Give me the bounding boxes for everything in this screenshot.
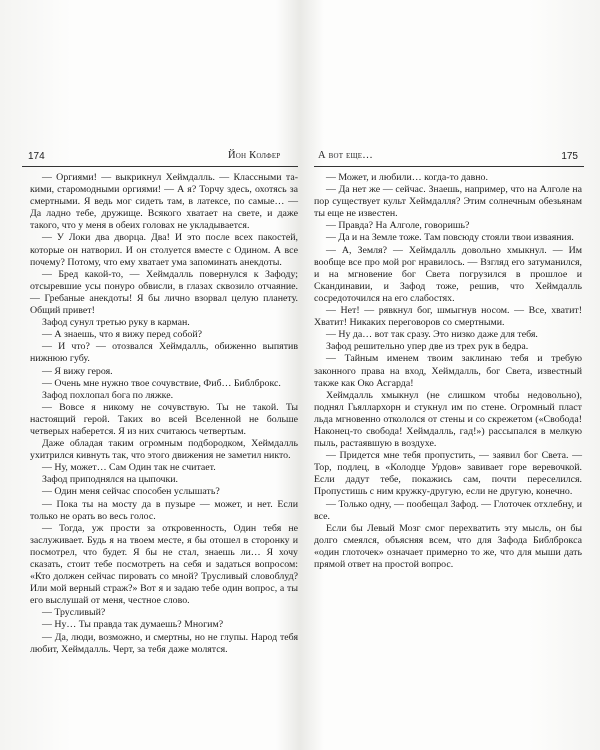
right-page-text [314,172,584,571]
paragraph: Зафод сунул третью руку в карман. [42,317,190,329]
paragraph: — У Локи два дворца. Два! И это после всех пакостей, которые он натворил. И он столуется вместе с Одином. А все почему? Потому, что ему хватает ума запоминать анекдоты. [30,232,298,268]
paragraph: — Ну… Ты правда так думаешь? Многим? [42,619,224,631]
left-page-number: 174 [28,151,45,162]
left-running-head: Йон Колфер [228,150,281,161]
paragraph: — Может, и любили… когда-то давно. [326,172,488,183]
paragraph: — А, Земля? — Хеймдалль довольно хмыкнул. — Им вообще все про мой рог нравилось. — Взгляд его затуманился, и на мгновение бог Света погрузился в прошлое и Скандинавии, и Зафод тоже, решив, что Хеймдалль сосредоточился на его слабостях. [314,244,582,304]
paragraph: — И что? — отозвался Хеймдалль, обиженно выпятив нижнюю губу. [30,341,298,365]
paragraph: — Ну да… вот так сразу. Это низко даже для тебя. [326,329,538,341]
paragraph: — Придется мне тебя пропустить, — заявил бог Света. — Тор, подлец, в «Колодце Урдов» завивает горе веревочкой. Если дадут тебе, покажись сам, почти переселился. Пропустишь с ним кружку-другую, если не другую, конечно. [314,450,582,498]
right-page [314,150,584,571]
paragraph: — Трусливый? [42,607,106,619]
left-page [22,150,298,656]
paragraph: — Пока ты на мосту да в пузыре — может, и нет. Если только не орать во весь голос. [30,498,298,522]
left-page-header [22,150,298,167]
paragraph: — Только одну, — пообещал Зафод. — Глоточек отхлебну, и все. [314,498,582,522]
paragraph: Зафод приподнялся на цыпочки. [42,474,179,486]
paragraph: — Оргиями! — выкрикнул Хеймдалль. — Классными такими, старомодными оргиями! — А я? Торчу здесь, охотясь за смертными. Я ведь мог сидеть там, в латексе, по самые… — Да ладно тебе, дружище. Всякого хватает на свете, и даже такого, что у меня в обеих головах не укладывается. [30,172,298,232]
right-running-head: А вот еще… [318,150,373,161]
paragraph: Зафод решительно упер две из трех рук в бедра. [326,341,529,353]
paragraph: — Я вижу героя. [42,365,113,377]
paragraph: Даже обладая таким огромным подбородком, Хеймдалль ухитрился кивнуть так, что этого движения не заметил никто. [30,438,298,462]
right-page-number: 175 [561,151,578,162]
paragraph: — Да и на Земле тоже. Там повсюду стояли твои изваяния. [326,232,574,244]
paragraph: — Один меня сейчас способен услышать? [42,486,220,498]
paragraph: Хеймдалль хмыкнул (не слишком чтобы недовольно), поднял Гьяллархорн и стукнул им по стене. Огромный пласт льда мгновенно откололся от стены и со скрежетом («Свобода! Наконец-то свобода! Хеймдалль, гад!») рассыпался в мелкую пыль, растаявшую в воздухе. [314,389,582,450]
paragraph: — Тогда, уж прости за откровенность, Один тебя не заслуживает. Будь я на твоем месте, я бы отошел в сторонку и посмотрел, что будет. Я бы не стал, знаешь ли… Я хочу сказать, стоит тебе посмотреть на себя и задаться вопросом: «Кто должен сейчас пировать со мной? Трусливый словоблуд? Или мой верный страж?» Вот я и задаю тебе один вопрос, а ты его выслушай от меня, честное слово. [30,522,298,607]
paragraph: — Вовсе я никому не сочувствую. Ты не такой. Ты настоящий герой. Таких во всей Вселенной не больше четверых наберется. Я из них считаюсь четвертым. [30,401,298,437]
paragraph: — Тайным именем твоим заклинаю тебя и требую законного права на вход, Хеймдалль, бог Света, известный также как Око Асгарда! [314,353,582,389]
paragraph: Если бы Левый Мозг смог перехватить эту мысль, он бы долго смеялся, объясняя всем, что для Зафода Библброкса «один глоточек» означает примерно то же, что для мыши дать прямой ответ на простой вопрос. [314,522,582,570]
paragraph: — Да, люди, возможно, и смертны, но не глупы. Народ тебя любит, Хеймдалль. Черт, за тебя даже молятся. [30,631,298,655]
paragraph: Зафод похлопал бога по ляжке. [42,389,174,401]
paragraph: — Правда? На Алголе, говоришь? [326,220,470,232]
paragraph: — Ну, может… Сам Один так не считает. [42,462,216,474]
paragraph: — Очень мне нужно твое сочувствие, Фиб… Библброкс. [42,377,281,389]
right-page-header [314,150,584,167]
paragraph: — Бред какой-то, — Хеймдалль повернулся к Зафоду; отсыревшие усы понуро обвисли, в глазах сквозило отчаяние. — Гребаные анекдоты! Я бы лично взорвал целую планету. Общий привет! [30,268,298,317]
left-page-text [22,172,298,656]
paragraph: — А знаешь, что я вижу перед собой? [42,329,202,341]
paragraph: — Нет! — рявкнул бог, шмыгнув носом. — Все, хватит! Хватит! Никаких переговоров со смертными. [314,305,582,329]
paragraph: — Да нет же — сейчас. Знаешь, например, что на Алголе на пор существует культ Хеймдалля? Этим солнечным обезьянам ты еще не известен. [314,184,582,220]
